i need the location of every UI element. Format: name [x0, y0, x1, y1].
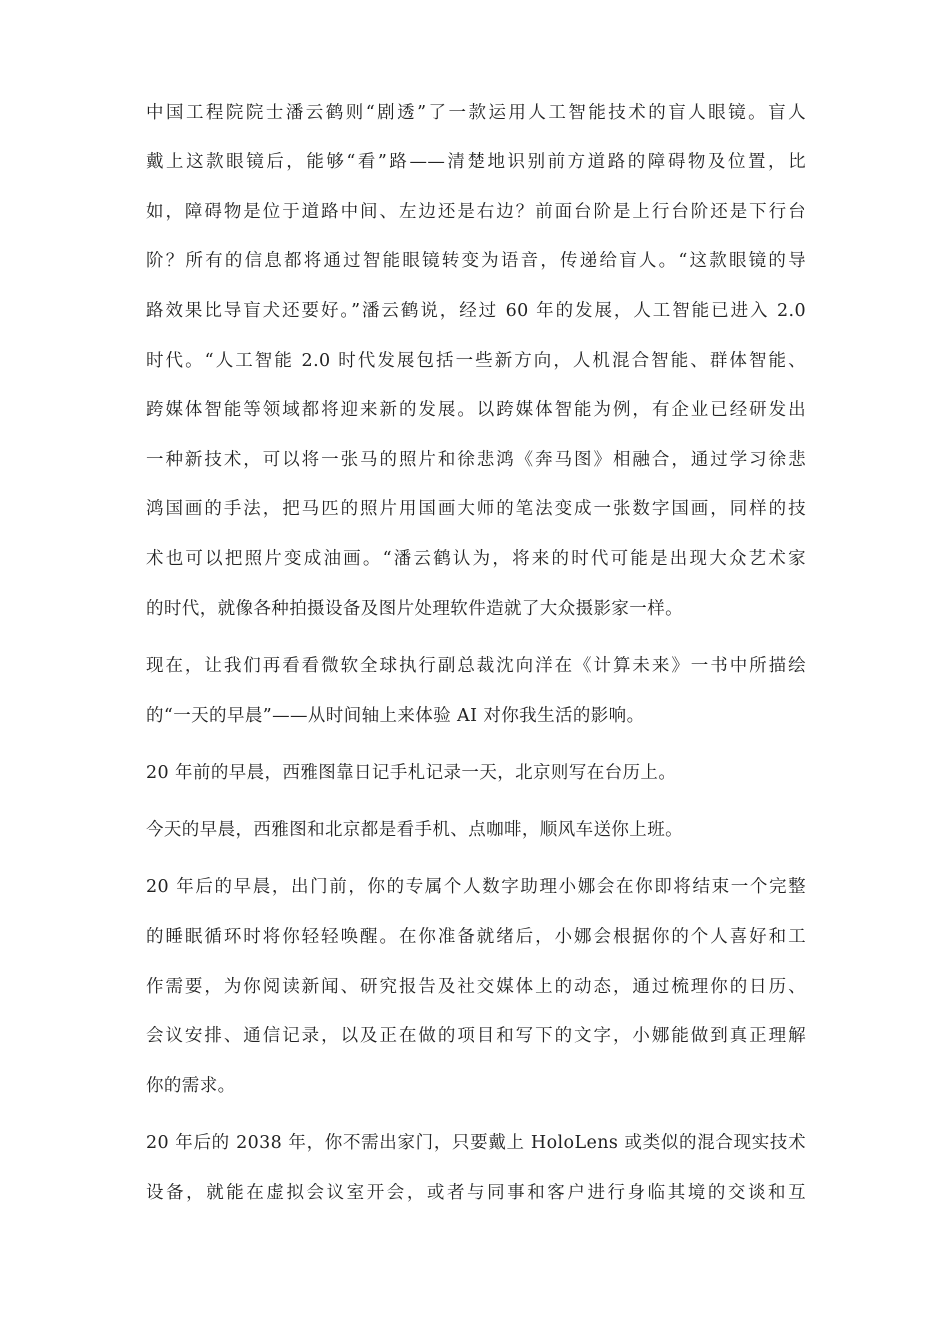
text-line: 20 年前的早晨，西雅图靠日记手札记录一天，北京则写在台历上。 — [146, 763, 677, 783]
text-line: 中国工程院院士潘云鹤则“剧透”了一款运用人工智能技术的盲人眼镜。盲人 — [146, 103, 806, 123]
text-line: 时代。“人工智能 2.0 时代发展包括一些新方向，人机混合智能、群体智能、 — [146, 351, 806, 371]
text-line: 戴上这款眼镜后，能够“看”路——清楚地识别前方道路的障碍物及位置，比 — [146, 152, 806, 172]
text-line: 20 年后的 2038 年，你不需出家门，只要戴上 HoloLens 或类似的混合现实技术 — [146, 1133, 806, 1153]
text-line: 作需要，为你阅读新闻、研究报告及社交媒体上的动态，通过梳理你的日历、 — [146, 977, 806, 997]
text-line: 会议安排、通信记录，以及正在做的项目和写下的文字，小娜能做到真正理解 — [146, 1026, 806, 1046]
text-line: 现在，让我们再看看微软全球执行副总裁沈向洋在《计算未来》一书中所描绘 — [146, 656, 806, 676]
text-line: 你的需求。 — [146, 1076, 236, 1096]
text-line: 设备，就能在虚拟会议室开会，或者与同事和客户进行身临其境的交谈和互 — [146, 1183, 806, 1203]
text-line: 的时代，就像各种拍摄设备及图片处理软件造就了大众摄影家一样。 — [146, 599, 683, 619]
text-line: 术也可以把照片变成油画。“潘云鹤认为，将来的时代可能是出现大众艺术家 — [146, 549, 806, 569]
text-line: 一种新技术，可以将一张马的照片和徐悲鸿《奔马图》相融合，通过学习徐悲 — [146, 450, 806, 470]
text-line: 如，障碍物是位于道路中间、左边还是右边？前面台阶是上行台阶还是下行台 — [146, 202, 806, 222]
text-line: 今天的早晨，西雅图和北京都是看手机、点咖啡，顺风车送你上班。 — [146, 820, 683, 840]
text-line: 鸿国画的手法，把马匹的照片用国画大师的笔法变成一张数字国画，同样的技 — [146, 499, 806, 519]
text-line: 路效果比导盲犬还要好。”潘云鹤说，经过 60 年的发展，人工智能已进入 2.0 — [146, 301, 806, 321]
text-line: 跨媒体智能等领域都将迎来新的发展。以跨媒体智能为例，有企业已经研发出 — [146, 400, 806, 420]
text-line: 20 年后的早晨，出门前，你的专属个人数字助理小娜会在你即将结束一个完整 — [146, 877, 806, 897]
text-line: 阶？所有的信息都将通过智能眼镜转变为语音，传递给盲人。“这款眼镜的导 — [146, 251, 806, 271]
text-line: 的睡眠循环时将你轻轻唤醒。在你准备就绪后，小娜会根据你的个人喜好和工 — [146, 927, 806, 947]
text-line: 的“一天的早晨”——从时间轴上来体验 AI 对你我生活的影响。 — [146, 706, 645, 726]
